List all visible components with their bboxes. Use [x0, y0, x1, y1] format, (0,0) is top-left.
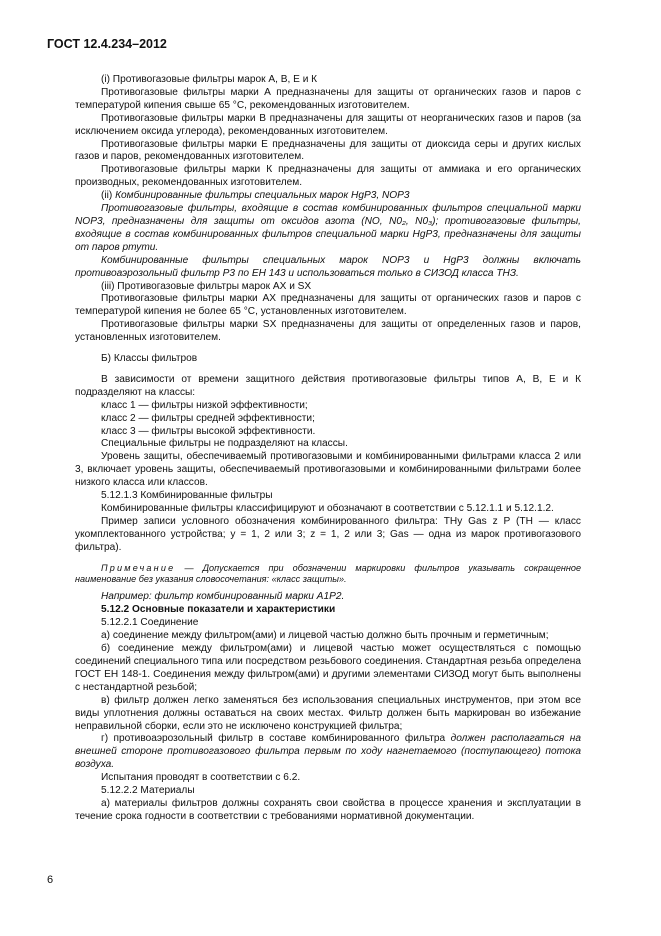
section-b-heading: Б) Классы фильтров [101, 353, 198, 365]
requirement-d [75, 733, 581, 772]
requirement-d-italic: должен располагаться на внешней стороне противогазового фильтра первым по ходу нагнетаемого (поступающего) потока воздуха. [75, 733, 581, 771]
special-filters-note: Специальные фильтры не подразделяют на классы. [101, 438, 348, 450]
note-paragraph [75, 563, 581, 586]
example-line: Например: фильтр комбинированный марки А1Р2. [101, 591, 345, 603]
requirement-d-prefix: г) противоаэрозольный фильтр в составе комбинированного фильтра [101, 733, 451, 745]
tests-reference: Испытания проводят в соответствии с 6.2. [101, 772, 301, 784]
spacer [75, 366, 581, 374]
section-iii-heading: (iii) Противогазовые фильтры марок АХ и SX [101, 280, 312, 292]
section-5-12-2-1-heading: 5.12.2.1 Соединение [101, 617, 199, 629]
paragraph-sx-filters: Противогазовые фильтры марки SX предназначены для защиты от определенных газов и паров, установленных изготовителем. [75, 319, 581, 344]
section-5-12-2-2-heading: 5.12.2.2 Материалы [101, 785, 195, 797]
paragraph-k-filters: Противогазовые фильтры марки К предназначены для защиты от аммиака и его органических производных, рекомендованных изготовителем. [75, 164, 581, 189]
class-3-item: класс 3 — фильтры высокой эффективности. [101, 425, 316, 437]
requirement-b: б) соединение между фильтром(ами) и лицевой частью может осуществляться с помощью соединений специального типа или посредством резьбового соединения. Стандартная резьба определена ГОСТ ЕН 148-1. Соединения между фильтром(ами) и другими элементами СИЗОД могут быть выполнены с нестандартной резьбой; [75, 643, 581, 693]
designation-example: Пример записи условного обозначения комбинированного фильтра: THy Gas z P (ТН — класс укомплектованного устройства; у = 1, 2 или 3; z = 1, 2 или 3; Gas — одна из марок противогазового фильтра). [75, 515, 581, 553]
note-label: Примечание [101, 562, 176, 573]
spacer [75, 555, 581, 563]
combined-filters-paragraph: Комбинированные фильтры классифицируют и обозначают в соответствии с 5.12.1.1 и 5.12.1.2. [101, 503, 554, 514]
document-header: ГОСТ 12.4.234–2012 [47, 37, 167, 51]
classes-intro: В зависимости от времени защитного действия противогазовые фильтры типов А, В, Е и К подразделяют на классы: [75, 373, 581, 398]
class-1-item: класс 1 — фильтры низкой эффективности; [101, 399, 308, 411]
paragraph-a-filters: Противогазовые фильтры марки А предназначены для защиты от органических газов и паров с температурой кипения свыше 65 °С, рекомендованных изготовителем. [75, 86, 581, 111]
paragraph-b-filters: Противогазовые фильтры марки В предназначены для защиты от неорганических газов и паров (за исключением оксида углерода), рекомендованных изготовителем. [75, 112, 581, 137]
note-text: — Допускается при обозначении маркировки фильтров указывать сокращенное наименование без указания словосочетания: «класс защиты». [75, 562, 581, 585]
materials-requirement: а) материалы фильтров должны сохранять свои свойства в процессе хранения и эксплуатации в течение срока годности в соответствии с требованиями нормативной документации. [75, 797, 581, 822]
section-ii-paragraph-2: Комбинированные фильтры специальных марок NOP3 и HgP3 должны включать противоаэрозольный фильтр Р3 по ЕН 143 и использоваться только в СИЗОД класса ТНЗ. [75, 254, 581, 279]
section-ii-prefix: (ii) [101, 190, 116, 202]
page-number: 6 [47, 874, 54, 886]
requirement-c: в) фильтр должен легко заменяться без использования специальных инструментов, при этом все виды уплотнения должны оставаться на своих местах. Фильтр должен быть маркирован во избежание неправильной сборки, если это не исключено конструкцией фильтра; [75, 694, 581, 732]
section-5-12-2-heading: 5.12.2 Основные показатели и характеристики [101, 604, 336, 616]
section-5-12-1-3-heading: 5.12.1.3 Комбинированные фильтры [101, 490, 273, 502]
section-ii-heading [75, 190, 581, 203]
class-2-item: класс 2 — фильтры средней эффективности; [101, 412, 315, 424]
paragraph-ax-filters: Противогазовые фильтры марки АХ предназначены для защиты от органических газов и паров с температурой кипения не более 65 °С, установленных изготовителем. [75, 293, 581, 318]
protection-level-paragraph: Уровень защиты, обеспечиваемый противогазовыми и комбинированными фильтрами класса 2 или 3, включает уровень защиты, обеспечиваемый противогазовыми и комбинированными фильтрами более низкого класса или классов. [75, 451, 581, 489]
section-ii-title: Комбинированные фильтры специальных марок HgP3, NOP3 [115, 190, 410, 202]
requirement-a: а) соединение между фильтром(ами) и лицевой частью должно быть прочным и герметичным; [101, 630, 549, 642]
document-body [75, 74, 581, 824]
paragraph-e-filters: Противогазовые фильтры марки Е предназначены для защиты от диоксида серы и других кислых газов и паров, рекомендованных изготовителем. [75, 138, 581, 163]
section-ii-paragraph-1: Противогазовые фильтры, входящие в состав комбинированных фильтров специальной марки NOP3, предназначены для защиты от оксидов азота (NO, N0₂, N0₃); противогазовые фильтры, входящие в состав комбинированных фильтров специальной марки HgP3, предназначены для защиты от паров ртути. [75, 203, 581, 253]
section-i-heading: (i) Противогазовые фильтры марок А, В, Е и К [101, 74, 318, 85]
spacer [75, 345, 581, 353]
